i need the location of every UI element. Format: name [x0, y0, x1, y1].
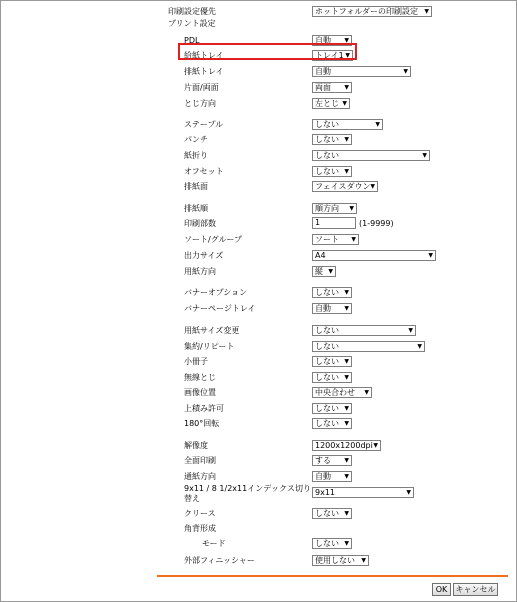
- dropdown-arrow-icon: ▼: [408, 327, 413, 334]
- copies-range-hint: (1-9999): [359, 219, 394, 228]
- feed-tray-highlight: [178, 43, 357, 60]
- overlay-select[interactable]: [312, 403, 352, 414]
- crease-label: クリース: [184, 509, 216, 518]
- print-settings-label: プリント設定: [168, 19, 216, 28]
- output-tray-label: 排紙トレイ: [184, 67, 224, 76]
- banner-option-select[interactable]: [312, 287, 352, 298]
- output-size-label: 出力サイズ: [184, 251, 224, 260]
- dropdown-arrow-icon: ▼: [361, 557, 366, 564]
- punch-select-value: しない: [315, 135, 339, 144]
- dropdown-arrow-icon: ▼: [344, 374, 349, 381]
- banner-option-label: バナーオプション: [184, 288, 248, 297]
- dropdown-arrow-icon: ▼: [373, 442, 378, 449]
- resolution-select[interactable]: [312, 440, 381, 451]
- dropdown-arrow-icon: ▼: [351, 236, 356, 243]
- banner-option-select-value: しない: [315, 288, 339, 297]
- banner-page-tray-select[interactable]: [312, 303, 352, 314]
- dropdown-arrow-icon: ▼: [342, 100, 347, 107]
- dropdown-arrow-icon: ▼: [345, 52, 350, 59]
- perfect-bind-select-value: しない: [315, 373, 339, 382]
- feed-direction-label: 通紙方向: [184, 472, 216, 481]
- rotate180-label: 180°回転: [184, 419, 220, 428]
- dropdown-arrow-icon: ▼: [375, 121, 380, 128]
- paper-size-change-label: 用紙サイズ変更: [184, 326, 240, 335]
- dropdown-arrow-icon: ▼: [344, 540, 349, 547]
- booklet-label: 小冊子: [184, 357, 208, 366]
- punch-label: パンチ: [184, 135, 208, 144]
- output-tray-select[interactable]: [312, 66, 411, 77]
- dropdown-arrow-icon: ▼: [428, 252, 433, 259]
- banner-page-tray-label: バナーページトレイ: [184, 304, 256, 313]
- paper-size-change-select-value: しない: [315, 326, 339, 335]
- fold-label: 紙折り: [184, 151, 208, 160]
- offset-select[interactable]: [312, 166, 352, 177]
- crease-select-value: しない: [315, 509, 339, 518]
- dropdown-arrow-icon: ▼: [344, 136, 349, 143]
- face-select-value: フェイスダウン: [315, 182, 371, 191]
- nup-repeat-select[interactable]: [312, 341, 425, 352]
- sort-group-select-value: ソート: [315, 235, 339, 244]
- square-fold-mode-select[interactable]: [312, 538, 352, 549]
- copies-input[interactable]: 1: [312, 217, 356, 229]
- face-label: 排紙面: [184, 182, 208, 191]
- output-size-select[interactable]: [312, 250, 436, 261]
- crease-select[interactable]: [312, 508, 352, 519]
- external-finisher-select[interactable]: [312, 555, 369, 566]
- face-select[interactable]: [312, 181, 378, 192]
- output-tray-select-value: 自動: [315, 67, 331, 76]
- index-swap-2-label: 替え: [184, 494, 200, 503]
- index-swap-1-label: 9x11 / 8 1/2x11インデックス切り: [184, 484, 311, 493]
- fold-select-value: しない: [315, 151, 339, 160]
- perfect-bind-label: 無線とじ: [184, 373, 216, 382]
- pdl-select-value: 自動: [315, 36, 331, 45]
- simplex-duplex-select[interactable]: [312, 82, 352, 93]
- resolution-label: 解像度: [184, 441, 208, 450]
- external-finisher-label: 外部フィニッシャー: [184, 556, 255, 565]
- dropdown-arrow-icon: ▼: [364, 389, 369, 396]
- paper-size-change-select[interactable]: [312, 325, 416, 336]
- staple-label: ステープル: [184, 120, 224, 129]
- dropdown-arrow-icon: ▼: [344, 473, 349, 480]
- index-swap-1-select[interactable]: [312, 487, 414, 498]
- pdl-label: PDL: [184, 36, 200, 45]
- offset-select-value: しない: [315, 167, 339, 176]
- dropdown-arrow-icon: ▼: [349, 205, 354, 212]
- output-size-select-value: A4: [315, 251, 326, 260]
- index-swap-1-select-value: 9x11: [315, 488, 336, 497]
- full-print-select-value: する: [315, 456, 331, 465]
- overlay-select-value: しない: [315, 404, 339, 413]
- print-priority-label: 印刷設定優先: [168, 7, 216, 16]
- overlay-label: 上積み許可: [184, 404, 224, 413]
- full-print-select[interactable]: [312, 455, 352, 466]
- nup-repeat-label: 集約/リピート: [184, 342, 235, 351]
- dropdown-arrow-icon: ▼: [328, 268, 333, 275]
- square-fold-mode-select-value: しない: [315, 539, 339, 548]
- output-order-label: 排紙順: [184, 204, 208, 213]
- punch-select[interactable]: [312, 134, 352, 145]
- dropdown-arrow-icon: ▼: [344, 168, 349, 175]
- dropdown-arrow-icon: ▼: [344, 358, 349, 365]
- square-fold-mode-label: モード: [202, 539, 226, 548]
- print-priority-select-value: ホットフォルダーの印刷設定: [315, 7, 419, 16]
- binding-select[interactable]: [312, 98, 350, 109]
- feed-tray-select-value: トレイ1: [315, 51, 344, 60]
- cancel-button[interactable]: キャンセル: [453, 583, 498, 596]
- booklet-select[interactable]: [312, 356, 352, 367]
- feed-tray-label: 給紙トレイ: [184, 51, 224, 60]
- dropdown-arrow-icon: ▼: [417, 343, 422, 350]
- dropdown-arrow-icon: ▼: [344, 510, 349, 517]
- binding-select-value: 左とじ: [315, 99, 339, 108]
- rotate180-select[interactable]: [312, 418, 352, 429]
- dropdown-arrow-icon: ▼: [424, 8, 429, 15]
- paper-orient-select-value: 縦: [315, 267, 323, 276]
- square-fold-label: 角背形成: [184, 524, 216, 533]
- image-position-label: 画像位置: [184, 388, 216, 397]
- dropdown-arrow-icon: ▼: [344, 405, 349, 412]
- print-priority-select[interactable]: [312, 6, 432, 17]
- offset-label: オフセット: [184, 167, 224, 176]
- dropdown-arrow-icon: ▼: [344, 84, 349, 91]
- feed-direction-select[interactable]: [312, 471, 352, 482]
- dropdown-arrow-icon: ▼: [344, 289, 349, 296]
- sort-group-select[interactable]: [312, 234, 359, 245]
- simplex-duplex-select-value: 両面: [315, 83, 331, 92]
- resolution-select-value: 1200x1200dpi: [315, 441, 373, 450]
- output-order-select[interactable]: [312, 203, 357, 214]
- dropdown-arrow-icon: ▼: [344, 457, 349, 464]
- dropdown-arrow-icon: ▼: [344, 37, 349, 44]
- external-finisher-select-value: 使用しない: [315, 556, 355, 565]
- simplex-duplex-label: 片面/両面: [184, 83, 219, 92]
- dropdown-arrow-icon: ▼: [370, 183, 375, 190]
- dropdown-arrow-icon: ▼: [406, 489, 411, 496]
- banner-page-tray-select-value: 自動: [315, 304, 331, 313]
- dropdown-arrow-icon: ▼: [422, 152, 427, 159]
- image-position-select-value: 中央合わせ: [315, 388, 355, 397]
- binding-label: とじ方向: [184, 99, 216, 108]
- perfect-bind-select[interactable]: [312, 372, 352, 383]
- paper-orient-select[interactable]: [312, 266, 336, 277]
- nup-repeat-select-value: しない: [315, 342, 339, 351]
- ok-button[interactable]: OK: [432, 583, 451, 596]
- separator-line: [157, 575, 508, 577]
- sort-group-label: ソート/グループ: [184, 235, 243, 244]
- staple-select[interactable]: [312, 119, 383, 130]
- image-position-select[interactable]: [312, 387, 372, 398]
- fold-select[interactable]: [312, 150, 430, 161]
- output-order-select-value: 順方向: [315, 204, 339, 213]
- dropdown-arrow-icon: ▼: [344, 420, 349, 427]
- paper-orient-label: 用紙方向: [184, 267, 216, 276]
- dropdown-arrow-icon: ▼: [403, 68, 408, 75]
- rotate180-select-value: しない: [315, 419, 339, 428]
- staple-select-value: しない: [315, 120, 339, 129]
- feed-direction-select-value: 自動: [315, 472, 331, 481]
- full-print-label: 全面印刷: [184, 456, 216, 465]
- dropdown-arrow-icon: ▼: [344, 305, 349, 312]
- copies-label: 印刷部数: [184, 219, 216, 228]
- booklet-select-value: しない: [315, 357, 339, 366]
